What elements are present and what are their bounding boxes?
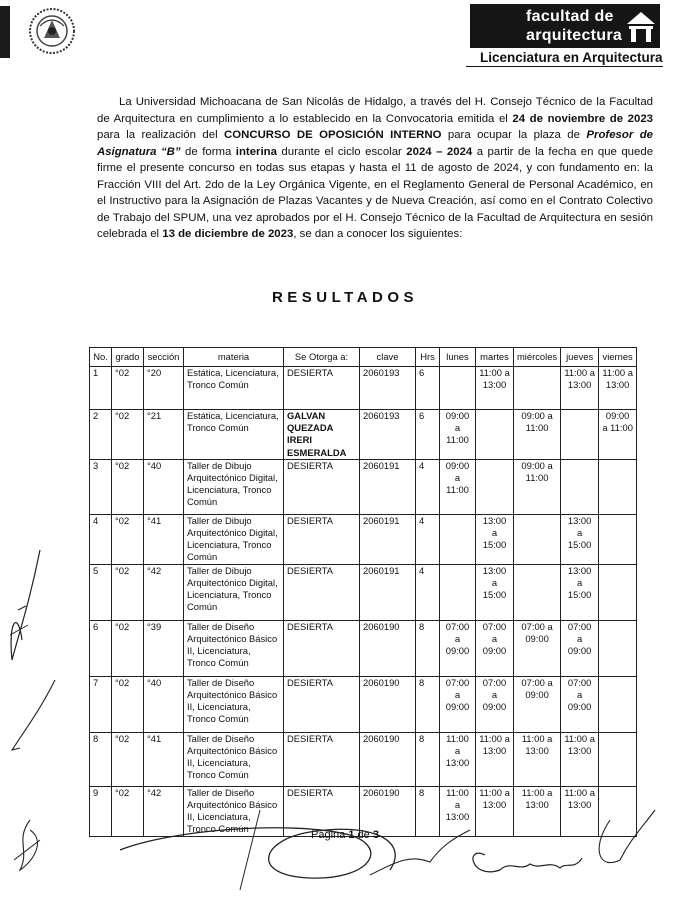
page-word: Página	[311, 829, 346, 841]
cell-clave: 2060191	[360, 459, 416, 514]
cell-seccion: °20	[144, 367, 184, 410]
cell-clave: 2060191	[360, 564, 416, 620]
cell-lunes	[440, 564, 476, 620]
cell-otorga: DESIERTA	[284, 514, 360, 564]
table-header-row	[90, 348, 637, 367]
cell-hrs: 6	[416, 410, 440, 460]
cell-materia: Taller de Diseño Arquitectónico Básico II, Licenciatura, Tronco Común	[184, 676, 284, 732]
cell-jueves: 11:00 a 13:00	[561, 732, 599, 786]
cell-no: 6	[90, 620, 112, 676]
cell-viernes	[599, 564, 637, 620]
cell-viernes	[599, 459, 637, 514]
table-row	[90, 514, 637, 564]
page-total: 3	[372, 829, 379, 841]
cell-materia: Taller de Dibujo Arquitectónico Digital, Licenciatura, Tronco Común	[184, 514, 284, 564]
cell-materia: Estática, Licenciatura, Tronco Común	[184, 410, 284, 460]
cell-miercoles	[514, 367, 561, 410]
cell-lunes: 11:00 a 13:00	[440, 732, 476, 786]
col-header-no: No.	[90, 348, 112, 367]
col-header-seccion: sección	[144, 348, 184, 367]
cell-hrs: 8	[416, 676, 440, 732]
cell-otorga: DESIERTA	[284, 676, 360, 732]
table-row	[90, 459, 637, 514]
concurso-name: CONCURSO DE OPOSICIÓN INTERNO	[224, 129, 442, 141]
cell-hrs: 4	[416, 514, 440, 564]
cell-materia: Taller de Diseño Arquitectónico Básico II, Licenciatura, Tronco Común	[184, 732, 284, 786]
page-edge-bar	[0, 6, 10, 58]
cell-miercoles: 07:00 a 09:00	[514, 676, 561, 732]
cell-grado: °02	[112, 786, 144, 836]
cell-seccion: °41	[144, 514, 184, 564]
cell-clave: 2060190	[360, 786, 416, 836]
cell-viernes: 11:00 a 13:00	[599, 367, 637, 410]
cell-miercoles: 11:00 a 13:00	[514, 786, 561, 836]
cell-lunes: 11:00 a 13:00	[440, 786, 476, 836]
table-row	[90, 410, 637, 460]
cell-no: 5	[90, 564, 112, 620]
intro-text-4: de forma	[180, 145, 236, 158]
cell-martes: 07:00 a 09:00	[476, 620, 514, 676]
cell-no: 2	[90, 410, 112, 460]
cell-lunes	[440, 367, 476, 410]
intro-text-5: durante el ciclo escolar	[276, 145, 407, 158]
cell-seccion: °42	[144, 786, 184, 836]
cell-grado: °02	[112, 514, 144, 564]
cell-clave: 2060190	[360, 620, 416, 676]
intro-text-2: para la realización del	[97, 129, 225, 141]
cell-jueves: 13:00 a 15:00	[561, 514, 599, 564]
cell-martes	[476, 459, 514, 514]
cell-no: 1	[90, 367, 112, 410]
cell-otorga: DESIERTA	[284, 620, 360, 676]
cell-jueves: 07:00 a 09:00	[561, 620, 599, 676]
cell-miercoles	[514, 564, 561, 620]
col-header-clave: clave	[360, 348, 416, 367]
cell-miercoles	[514, 514, 561, 564]
cell-miercoles: 07:00 a 09:00	[514, 620, 561, 676]
cell-viernes: 09:00 a 11:00	[599, 410, 637, 460]
cell-materia: Taller de Diseño Arquitectónico Básico II, Licenciatura, Tronco Común	[184, 620, 284, 676]
university-seal-icon	[26, 6, 78, 56]
cell-seccion: °40	[144, 459, 184, 514]
brand-line-1: facultad de	[526, 8, 614, 25]
cell-hrs: 4	[416, 564, 440, 620]
cell-jueves: 11:00 a 13:00	[561, 367, 599, 410]
cell-hrs: 8	[416, 786, 440, 836]
col-header-miercoles: miércoles	[514, 348, 561, 367]
cell-otorga: DESIERTA	[284, 367, 360, 410]
cell-materia: Estática, Licenciatura, Tronco Común	[184, 367, 284, 410]
cell-grado: °02	[112, 564, 144, 620]
architecture-logo-icon	[625, 10, 657, 44]
col-header-jueves: jueves	[561, 348, 599, 367]
convocatoria-date: 24 de noviembre de 2023	[512, 112, 653, 125]
cell-hrs: 4	[416, 459, 440, 514]
cell-seccion: °40	[144, 676, 184, 732]
cell-hrs: 8	[416, 620, 440, 676]
cell-jueves: 13:00 a 15:00	[561, 564, 599, 620]
cell-clave: 2060190	[360, 732, 416, 786]
cell-clave: 2060191	[360, 514, 416, 564]
cell-martes: 11:00 a 13:00	[476, 367, 514, 410]
cell-clave: 2060193	[360, 410, 416, 460]
cell-grado: °02	[112, 410, 144, 460]
results-table-body	[90, 367, 637, 837]
cell-jueves: 11:00 a 13:00	[561, 786, 599, 836]
col-header-hrs: Hrs	[416, 348, 440, 367]
cell-no: 8	[90, 732, 112, 786]
results-table	[89, 347, 637, 837]
cell-martes: 11:00 a 13:00	[476, 732, 514, 786]
cell-lunes	[440, 514, 476, 564]
table-row	[90, 367, 637, 410]
results-title: RESULTADOS	[271, 289, 419, 306]
cell-materia: Taller de Diseño Arquitectónico Básico II, Licenciatura, Tronco Común	[184, 786, 284, 836]
col-header-viernes: viernes	[599, 348, 637, 367]
cell-martes	[476, 410, 514, 460]
ciclo-escolar: 2024 – 2024	[406, 145, 473, 158]
brand-line-2: arquitectura	[526, 27, 623, 44]
cell-otorga: DESIERTA	[284, 564, 360, 620]
cell-viernes	[599, 514, 637, 564]
cell-seccion: °42	[144, 564, 184, 620]
col-header-otorga: Se Otorga a:	[284, 348, 360, 367]
sesion-date: 13 de diciembre de 2023	[162, 228, 294, 240]
cell-grado: °02	[112, 459, 144, 514]
intro-text-1: La Universidad Michoacana de San Nicolás de Hidalgo, a través del H. Consejo Técnico de la Facultad de Arquitectura en cumplimiento a lo establecido en la Convocatoria emitida el	[97, 96, 653, 125]
cell-otorga: DESIERTA	[284, 786, 360, 836]
cell-miercoles: 09:00 a 11:00	[514, 410, 561, 460]
intro-paragraph	[97, 94, 653, 243]
table-row	[90, 620, 637, 676]
table-row	[90, 676, 637, 732]
col-header-grado: grado	[112, 348, 144, 367]
cell-miercoles: 09:00 a 11:00	[514, 459, 561, 514]
cell-viernes	[599, 676, 637, 732]
cell-hrs: 6	[416, 367, 440, 410]
cell-lunes: 09:00 a 11:00	[440, 459, 476, 514]
table-row	[90, 732, 637, 786]
cell-no: 4	[90, 514, 112, 564]
intro-text-3: para ocupar la plaza de	[441, 129, 587, 141]
cell-martes: 07:00 a 09:00	[476, 676, 514, 732]
col-header-martes: martes	[476, 348, 514, 367]
cell-otorga: GALVAN QUEZADA IRERI ESMERALDA	[284, 410, 360, 460]
cell-materia: Taller de Dibujo Arquitectónico Digital, Licenciatura, Tronco Común	[184, 564, 284, 620]
cell-seccion: °39	[144, 620, 184, 676]
cell-grado: °02	[112, 732, 144, 786]
cell-viernes	[599, 620, 637, 676]
cell-materia: Taller de Dibujo Arquitectónico Digital, Licenciatura, Tronco Común	[184, 459, 284, 514]
page-sep: de	[357, 829, 370, 841]
col-header-materia: materia	[184, 348, 284, 367]
col-header-lunes: lunes	[440, 348, 476, 367]
cell-viernes	[599, 732, 637, 786]
cell-no: 7	[90, 676, 112, 732]
cell-martes: 13:00 a 15:00	[476, 514, 514, 564]
cell-martes: 11:00 a 13:00	[476, 786, 514, 836]
cell-clave: 2060190	[360, 676, 416, 732]
cell-otorga: DESIERTA	[284, 732, 360, 786]
cell-seccion: °41	[144, 732, 184, 786]
cell-miercoles: 11:00 a 13:00	[514, 732, 561, 786]
cell-hrs: 8	[416, 732, 440, 786]
interina-word: interina	[235, 145, 277, 158]
cell-jueves	[561, 459, 599, 514]
cell-lunes: 07:00 a 09:00	[440, 676, 476, 732]
margin-signatures-drawing	[0, 540, 60, 910]
page-current: 1	[348, 829, 355, 841]
cell-lunes: 09:00 a 11:00	[440, 410, 476, 460]
bottom-signatures-drawing	[110, 800, 690, 910]
intro-text-7: , se dan a conocer los siguientes:	[293, 228, 463, 240]
cell-grado: °02	[112, 676, 144, 732]
cell-jueves	[561, 410, 599, 460]
cell-seccion: °21	[144, 410, 184, 460]
intro-text-6: a partir de la fecha en que quede firme el presente concurso en todas sus etapas y hasta el 11 de agosto de 2024, y con fundamento en: la Fracción VIII del Art. 2do de la Ley Orgánica Vigente, en el Reglamento General de Personal Académico, en el Instructivo para la Asignación de Plazas Vacantes y de Nueva Creación, así como en el Contrato Colectivo de Trabajo del SPUM, una vez aprobados por el H. Consejo Técnico de la Facultad de Arquitectura en sesión celebrada el	[97, 145, 654, 240]
program-subtitle: Licenciatura en Arquitectura	[466, 50, 663, 67]
cell-grado: °02	[112, 620, 144, 676]
plaza-name: Profesor de Asignatura “B”	[97, 129, 653, 158]
cell-clave: 2060193	[360, 367, 416, 410]
faculty-brand-band	[470, 4, 660, 48]
cell-grado: °02	[112, 367, 144, 410]
cell-otorga: DESIERTA	[284, 459, 360, 514]
cell-lunes: 07:00 a 09:00	[440, 620, 476, 676]
cell-no: 9	[90, 786, 112, 836]
cell-martes: 13:00 a 15:00	[476, 564, 514, 620]
cell-no: 3	[90, 459, 112, 514]
table-row	[90, 564, 637, 620]
cell-jueves: 07:00 a 09:00	[561, 676, 599, 732]
